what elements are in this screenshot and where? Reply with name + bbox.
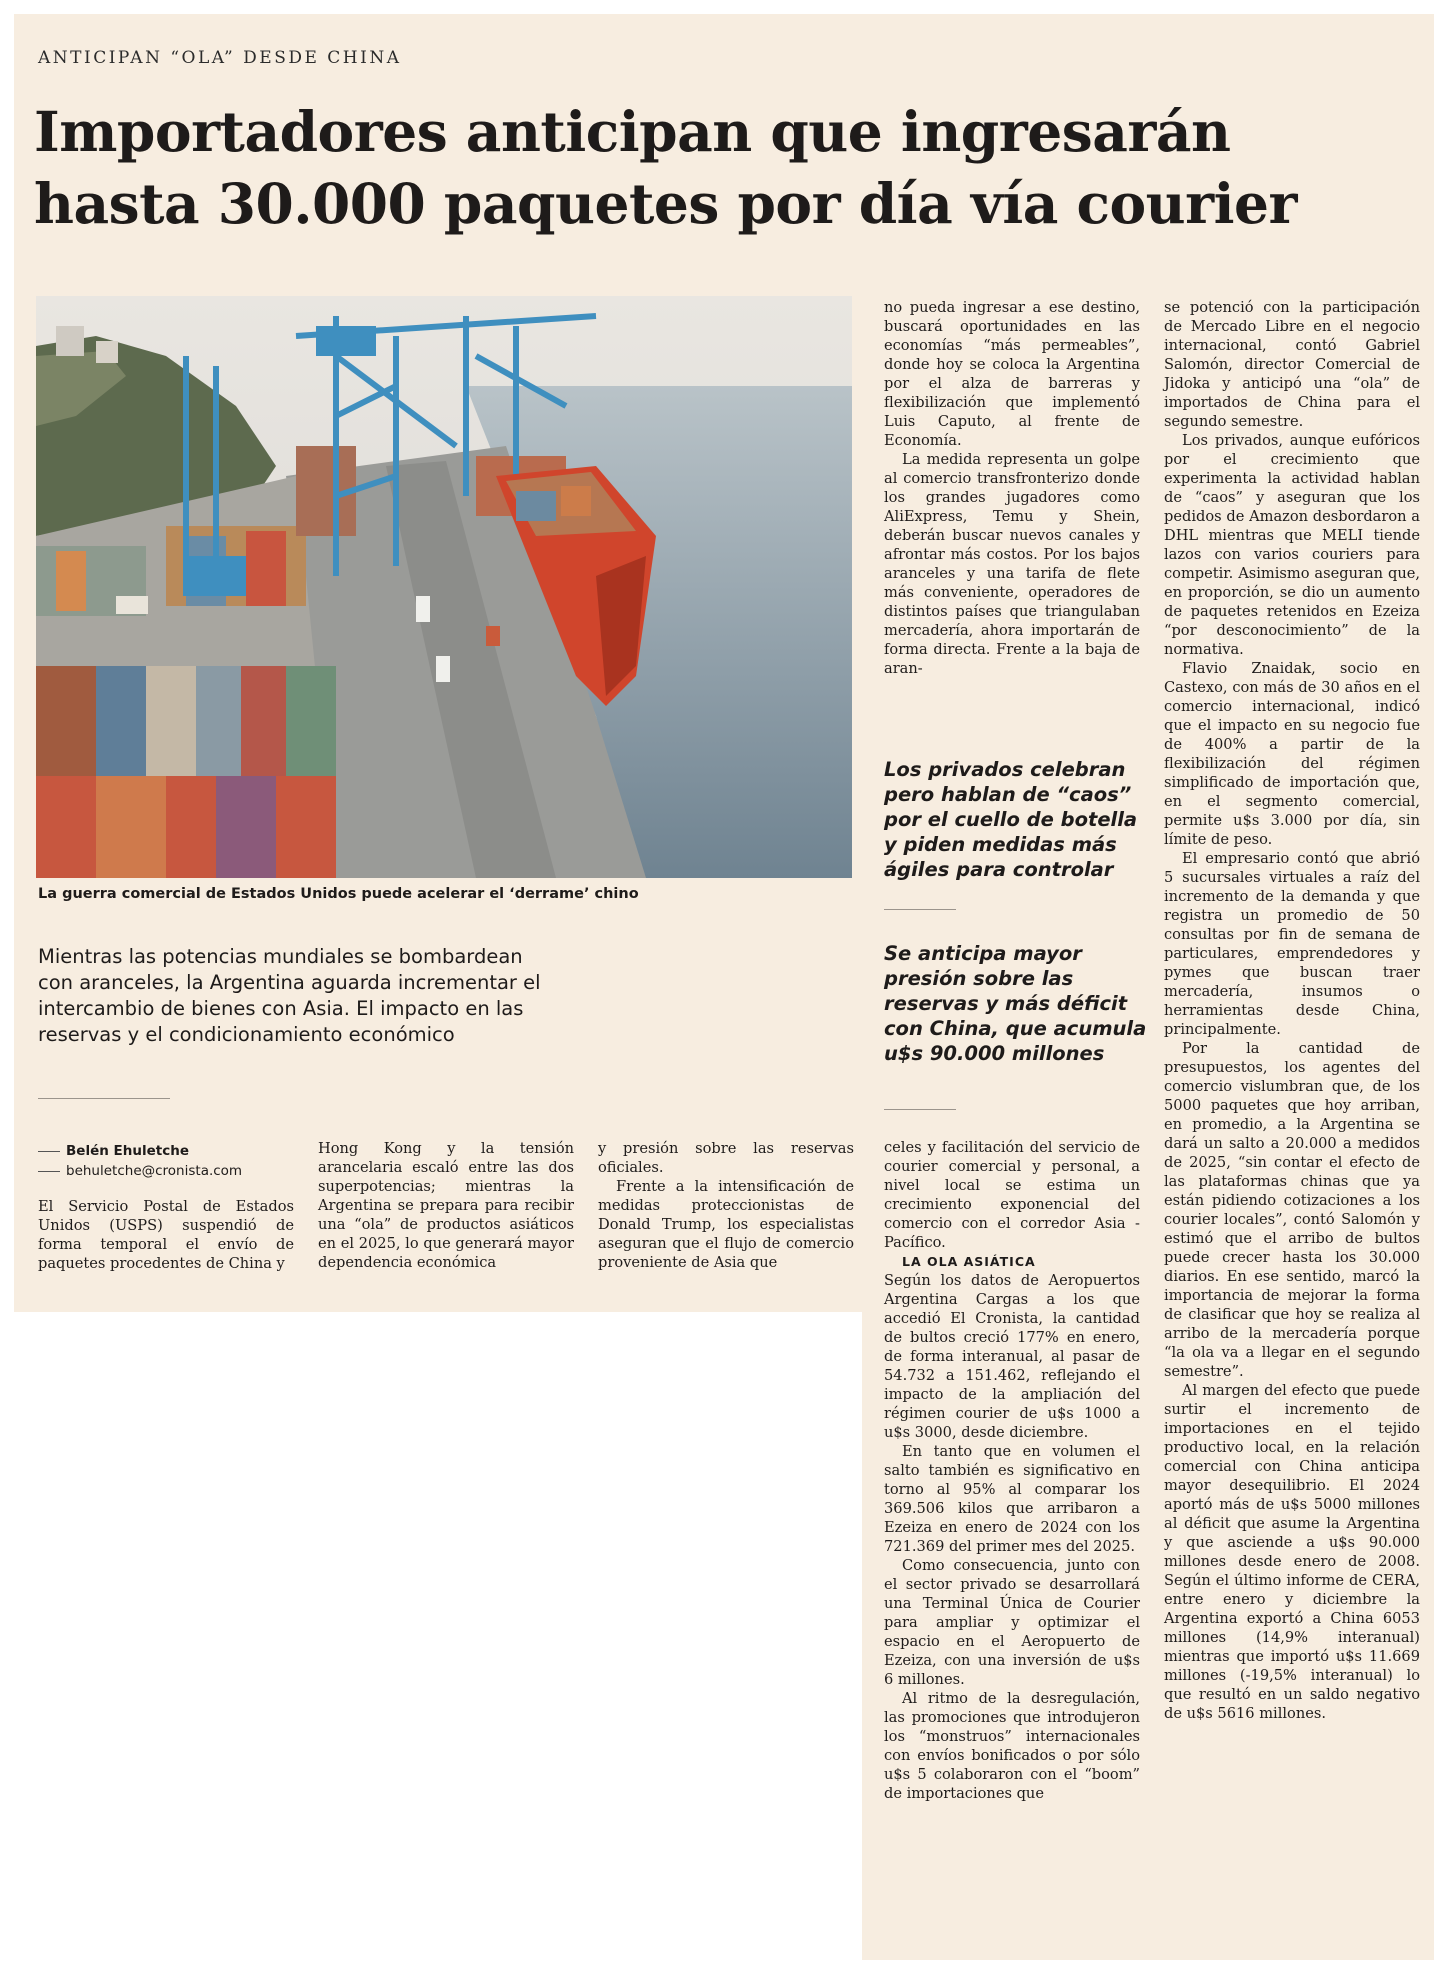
bottom-column-1	[38, 1197, 294, 1273]
byline-author: Belén Ehuletche	[66, 1143, 189, 1159]
paragraph: Por la cantidad de presupuestos, los agentes del comercio vislumbran que, de los 5000 paquetes que hoy arriban, en promedio, a la Argentina se dará un salto a 20.000 a medidos de 2025, “sin contar el efecto de las plataformas chinas que ya están pidiendo cotizaciones a los courier locales”, contó Salomón y estimó que el arribo de bultos puede crecer hasta los 30.000 diarios. En ese sentido, marcó la importancia de mejorar la forma de clasificar que hoy se realiza al arribo de la mercadería porque “la ola va a llegar en el segundo semestre”.	[1164, 1040, 1420, 1380]
port-illustration	[36, 296, 852, 878]
pull-quote-2: Se anticipa mayor presión sobre las reservas y más déficit con China, que acumula u$s 90.000 millones	[884, 942, 1147, 1065]
column-b	[884, 1138, 1140, 1803]
pull-quote-1: Los privados celebran pero hablan de “caos” por el cuello de botella y piden medidas más ágiles para controlar	[884, 758, 1138, 881]
bottom-column-3	[598, 1139, 854, 1272]
byline-author-row	[38, 1143, 189, 1159]
byline-dash	[38, 1171, 60, 1172]
paragraph: no pueda ingresar a ese destino, buscará oportunidades en las economías “más permeables”, donde hoy se coloca la Argentina por el alza de barreras y flexibilización que implementó Luis Caputo, al frente de Economía.	[884, 299, 1140, 449]
deck-divider	[38, 1098, 170, 1099]
paragraph: La medida representa un golpe al comercio transfronterizo donde los grandes jugadores como AliExpress, Temu y Shein, deberán buscar nuevos canales y afrontar más costos. Por los bajos aranceles y una tarifa de flete más conveniente, operadores de distintos países que triangulaban mercadería, ahora importarán de forma directa. Frente a la baja de aran-	[884, 451, 1140, 677]
byline-email-row	[38, 1163, 242, 1179]
photo-caption: La guerra comercial de Estados Unidos puede acelerar el ‘derrame’ chino	[38, 886, 639, 902]
paragraph: Los privados, aunque eufóricos por el crecimiento que experimenta la actividad hablan de “caos” y aseguran que los pedidos de Amazon desbordaron a DHL mientras que MELI tiende lazos con varios couriers para competir. Asimismo aseguran que, en proporción, se dio un aumento de paquetes retenidos en Ezeiza “por desconocimiento” de la normativa.	[1164, 432, 1420, 658]
pull-quote-divider	[884, 1109, 956, 1110]
paragraph: Según los datos de Aeropuertos Argentina Cargas a los que accedió El Cronista, la cantidad de bultos creció 177% en enero, de forma interanual, al pasar de 54.732 a 151.462, reflejando el impacto de la ampliación del régimen courier de u$s 1000 a u$s 3000, desde diciembre.	[884, 1272, 1140, 1441]
pull-quote-divider	[884, 909, 956, 910]
port-photo	[36, 296, 852, 878]
paragraph: El empresario contó que abrió 5 sucursales virtuales a raíz del incremento de la demanda y que registra un promedio de 50 consultas por fin de semana de particulares, emprendedores y pymes que buscan traer mercadería, insumos o herramientas desde China, principalmente.	[1164, 850, 1420, 1038]
paragraph: Al ritmo de la desregulación, las promociones que introdujeron los “monstruos” internacionales con envíos bonificados o por sólo u$s 5 colaboraron con el “boom” de importaciones que	[884, 1690, 1140, 1802]
column-c	[1164, 298, 1420, 1723]
headline-line-2: hasta 30.000 paquetes por día vía courier	[34, 171, 1298, 236]
headline	[34, 96, 1414, 240]
paragraph: Flavio Znaidak, socio en Castexo, con más de 30 años en el comercio internacional, indicó que el impacto en su negocio fue de 400% a partir de la flexibilización del régimen simplificado de importación que, en el segmento comercial, permite u$s 3.000 por día, sin límite de peso.	[1164, 660, 1420, 848]
kicker: ANTICIPAN “OLA” DESDE CHINA	[38, 48, 402, 68]
headline-line-1: Importadores anticipan que ingresarán	[34, 99, 1231, 164]
byline-email[interactable]: behuletche@cronista.com	[66, 1163, 243, 1179]
paragraph: celes y facilitación del servicio de courier comercial y personal, a nivel local se estima un crecimiento exponencial del comercio con el corredor Asia - Pacífico.	[884, 1139, 1140, 1251]
deck-summary: Mientras las potencias mundiales se bombardean con aranceles, la Argentina aguarda incrementar el intercambio de bienes con Asia. El impacto en las reservas y el condicionamiento económico	[38, 945, 541, 1046]
paragraph: Al margen del efecto que puede surtir el incremento de importaciones en el tejido productivo local, en la relación comercial con China anticipa mayor desequilibrio. El 2024 aportó más de u$s 5000 millones al déficit que asume la Argentina y que asciende a u$s 90.000 millones desde enero de 2008. Según el último informe de CERA, entre enero y diciembre la Argentina exportó a China 6053 millones (14,9% interanual) mientras que importó u$s 11.669 millones (-19,5% interanual) lo que resultó en un saldo negativo de u$s 5616 millones.	[1164, 1382, 1420, 1722]
paragraph: Como consecuencia, junto con el sector privado se desarrollará una Terminal Única de Courier para ampliar y optimizar el espacio en el Aeropuerto de Ezeiza, con una inversión de u$s 6 millones.	[884, 1557, 1140, 1688]
paragraph: y presión sobre las reservas oficiales.	[598, 1140, 854, 1176]
byline-dash	[38, 1151, 60, 1152]
column-a	[884, 298, 1140, 678]
paragraph: El Servicio Postal de Estados Unidos (USPS) suspendió de forma temporal el envío de paquetes procedentes de China y	[38, 1198, 294, 1272]
paragraph: Frente a la intensificación de medidas proteccionistas de Donald Trump, los especialistas aseguran que el flujo de comercio proveniente de Asia que	[598, 1178, 854, 1271]
subhead: LA OLA ASIÁTICA	[902, 1254, 1036, 1269]
paragraph: En tanto que en volumen el salto también es significativo en torno al 95% al comparar los 369.506 kilos que arribaron a Ezeiza en enero de 2024 con los 721.369 del primer mes del 2025.	[884, 1443, 1140, 1555]
paragraph: se potenció con la participación de Mercado Libre en el negocio internacional, contó Gabriel Salomón, director Comercial de Jidoka y anticipó una “ola” de importados de China para el segundo semestre.	[1164, 299, 1420, 430]
paragraph: Hong Kong y la tensión arancelaria escaló entre las dos superpotencias; mientras la Argentina se prepara para recibir una “ola” de productos asiáticos en el 2025, lo que generará mayor dependencia económica	[318, 1140, 574, 1271]
bottom-column-2	[318, 1139, 574, 1272]
